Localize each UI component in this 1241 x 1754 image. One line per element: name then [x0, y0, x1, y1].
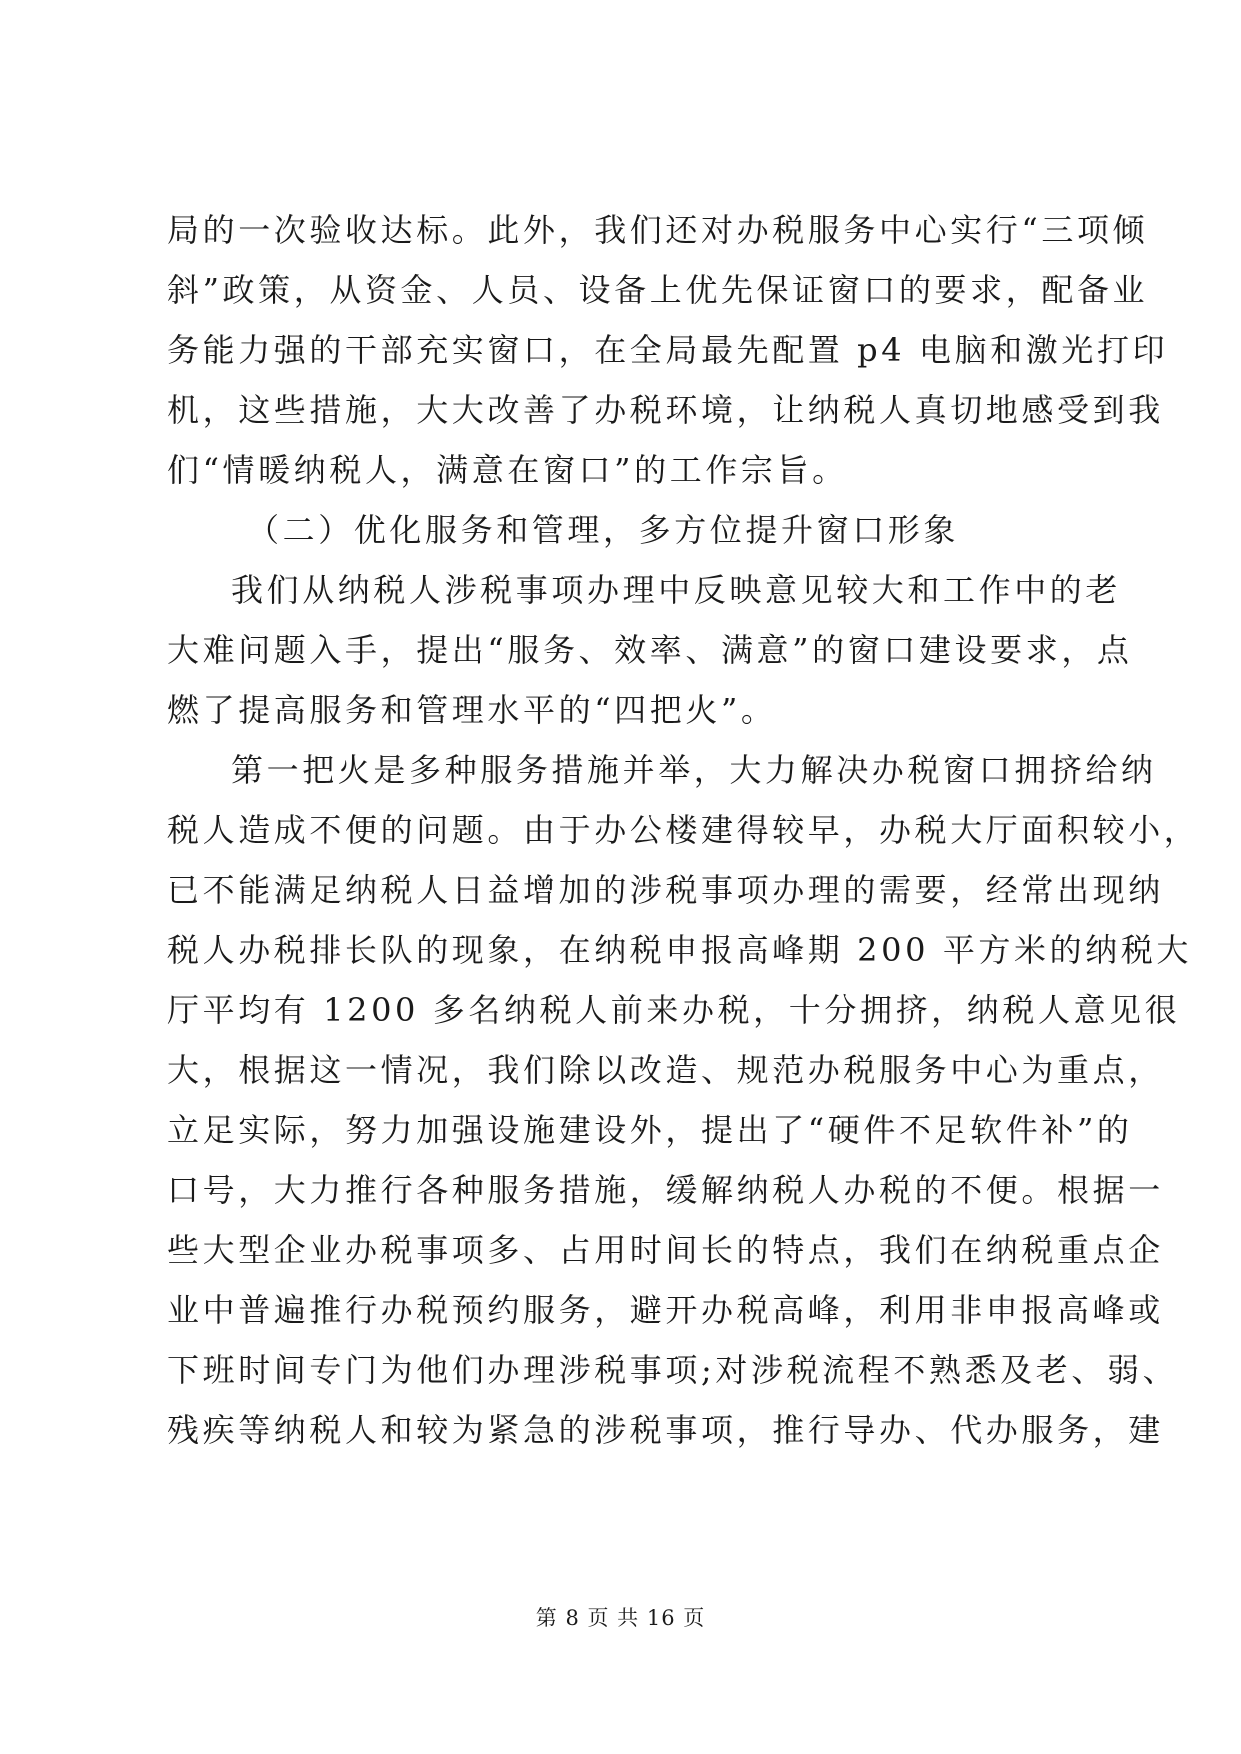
paragraph-start-line: 第一把火是多种服务措施并举，大力解决办税窗口拥挤给纳: [231, 751, 1157, 789]
text-line: 税人造成不便的问题。由于办公楼建得较早，办税大厅面积较小，: [167, 811, 1200, 849]
text-line: 大，根据这一情况，我们除以改造、规范办税服务中心为重点，: [167, 1051, 1164, 1089]
text-line: 斜”政策，从资金、人员、设备上优先保证窗口的要求，配备业: [167, 271, 1149, 309]
text-line: 税人办税排长队的现象，在纳税申报高峰期 200 平方米的纳税大: [167, 931, 1193, 969]
text-line: 燃了提高服务和管理水平的“四把火”。: [167, 691, 777, 729]
text-line: 已不能满足纳税人日益增加的涉税事项办理的需要，经常出现纳: [167, 871, 1164, 909]
text-line: 下班时间专门为他们办理涉税事项;对涉税流程不熟悉及老、弱、: [167, 1351, 1179, 1389]
text-line: 们“情暖纳税人，满意在窗口”的工作宗旨。: [167, 451, 848, 489]
text-line: 大难问题入手，提出“服务、效率、满意”的窗口建设要求，点: [167, 631, 1133, 669]
text-line: 立足实际，努力加强设施建设外，提出了“硬件不足软件补”的: [167, 1111, 1133, 1149]
text-line: 残疾等纳税人和较为紧急的涉税事项，推行导办、代办服务，建: [167, 1411, 1164, 1449]
paragraph-start-line: 我们从纳税人涉税事项办理中反映意见较大和工作中的老: [231, 571, 1122, 609]
page-number-footer: 第 8 页 共 16 页: [535, 1606, 706, 1630]
text-line: 些大型企业办税事项多、占用时间长的特点，我们在纳税重点企: [167, 1231, 1164, 1269]
text-line: 业中普遍推行办税预约服务，避开办税高峰，利用非申报高峰或: [167, 1291, 1164, 1329]
text-line: 口号，大力推行各种服务措施，缓解纳税人办税的不便。根据一: [167, 1171, 1164, 1209]
text-line: 机，这些措施，大大改善了办税环境，让纳税人真切地感受到我: [167, 391, 1164, 429]
body-text: [167, 200, 1200, 1460]
text-line: 局的一次验收达标。此外，我们还对办税服务中心实行“三项倾: [167, 211, 1149, 249]
text-line: 厅平均有 1200 多名纳税人前来办税，十分拥挤，纳税人意见很: [167, 991, 1181, 1029]
text-line: 务能力强的干部充实窗口，在全局最先配置 p4 电脑和激光打印: [167, 331, 1169, 369]
section-heading: （二）优化服务和管理，多方位提升窗口形象: [247, 511, 960, 549]
